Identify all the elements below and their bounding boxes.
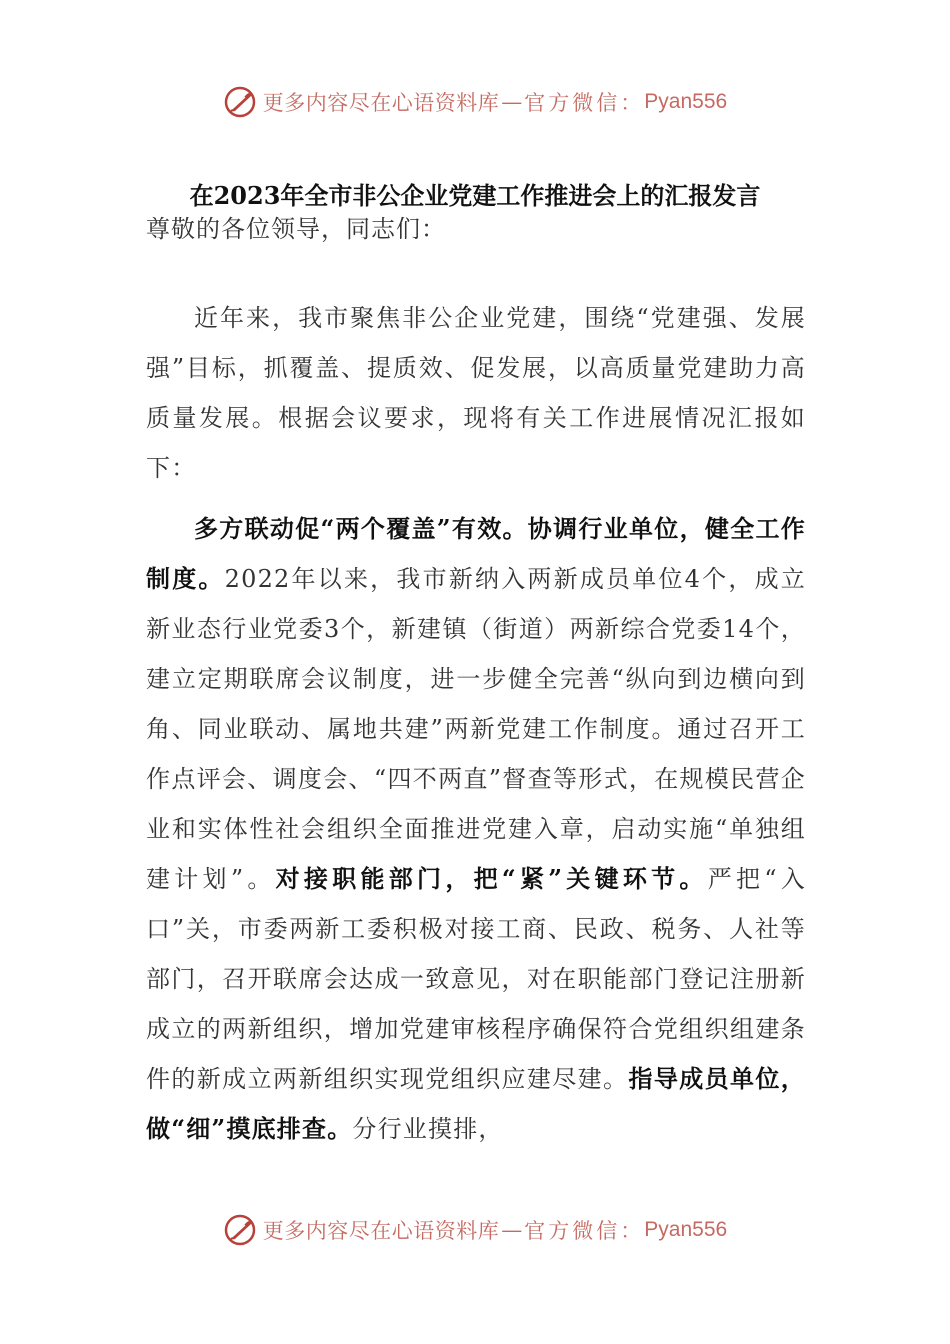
watermark-dash: — bbox=[501, 90, 523, 114]
watermark-wechat-label: 官方微信： bbox=[524, 1219, 645, 1243]
watermark-banner-bottom bbox=[0, 1208, 950, 1252]
sub2-title: 对接职能部门，把“紧”关键环节。 bbox=[275, 864, 708, 893]
watermark-text: 更多内容尽在心语资料库 bbox=[262, 91, 500, 115]
watermark-dash: — bbox=[501, 1218, 523, 1242]
sub2-text: 严把“入口”关，市委两新工委积极对接工商、民政、税务、人社等部门，召开联席会达成一致意见，对在职能部门登记注册新成立的两新组织，增加党建审核程序确保符合党组织组建条件的新成立两新组织实现党组织应建尽建。 bbox=[146, 865, 806, 1093]
document-title: 在2023年全市非公企业党建工作推进会上的汇报发言 bbox=[189, 181, 761, 210]
sub1-title: 协调行业单位，健全工作制度。 bbox=[146, 514, 806, 593]
watermark-banner-top bbox=[0, 80, 950, 124]
sub3-title: 指导成员单位，做“细”摸底排查。 bbox=[146, 1064, 806, 1143]
watermark-wechat-id: Pyan556 bbox=[644, 90, 728, 113]
watermark-wechat-id: Pyan556 bbox=[644, 1218, 728, 1241]
sub3-text: 分行业摸排， bbox=[352, 1115, 504, 1143]
quill-logo-icon bbox=[223, 85, 257, 119]
section1-paragraph bbox=[146, 504, 806, 1154]
salutation: 尊敬的各位领导，同志们： bbox=[146, 215, 446, 243]
watermark-text: 更多内容尽在心语资料库 bbox=[262, 1219, 500, 1243]
section1-heading: 多方联动促“两个覆盖”有效。 bbox=[194, 514, 528, 543]
sub1-text: 2022年以来，我市新纳入两新成员单位4个，成立新业态行业党委3个，新建镇（街道）两新综合党委14个，建立定期联席会议制度，进一步健全完善“纵向到边横向到角、同业联动、属地共建”两新党建工作制度。通过召开工作点评会、调度会、“四不两直”督查等形式，在规模民营企业和实体性社会组织全面推进党建入章，启动实施“单独组建计划”。 bbox=[146, 565, 806, 893]
intro-paragraph: 近年来，我市聚焦非公企业党建，围绕“党建强、发展强”目标，抓覆盖、提质效、促发展，以高质量党建助力高质量发展。根据会议要求，现将有关工作进展情况汇报如下： bbox=[146, 304, 806, 482]
quill-logo-icon bbox=[223, 1213, 257, 1247]
watermark-wechat-label: 官方微信： bbox=[524, 91, 645, 115]
